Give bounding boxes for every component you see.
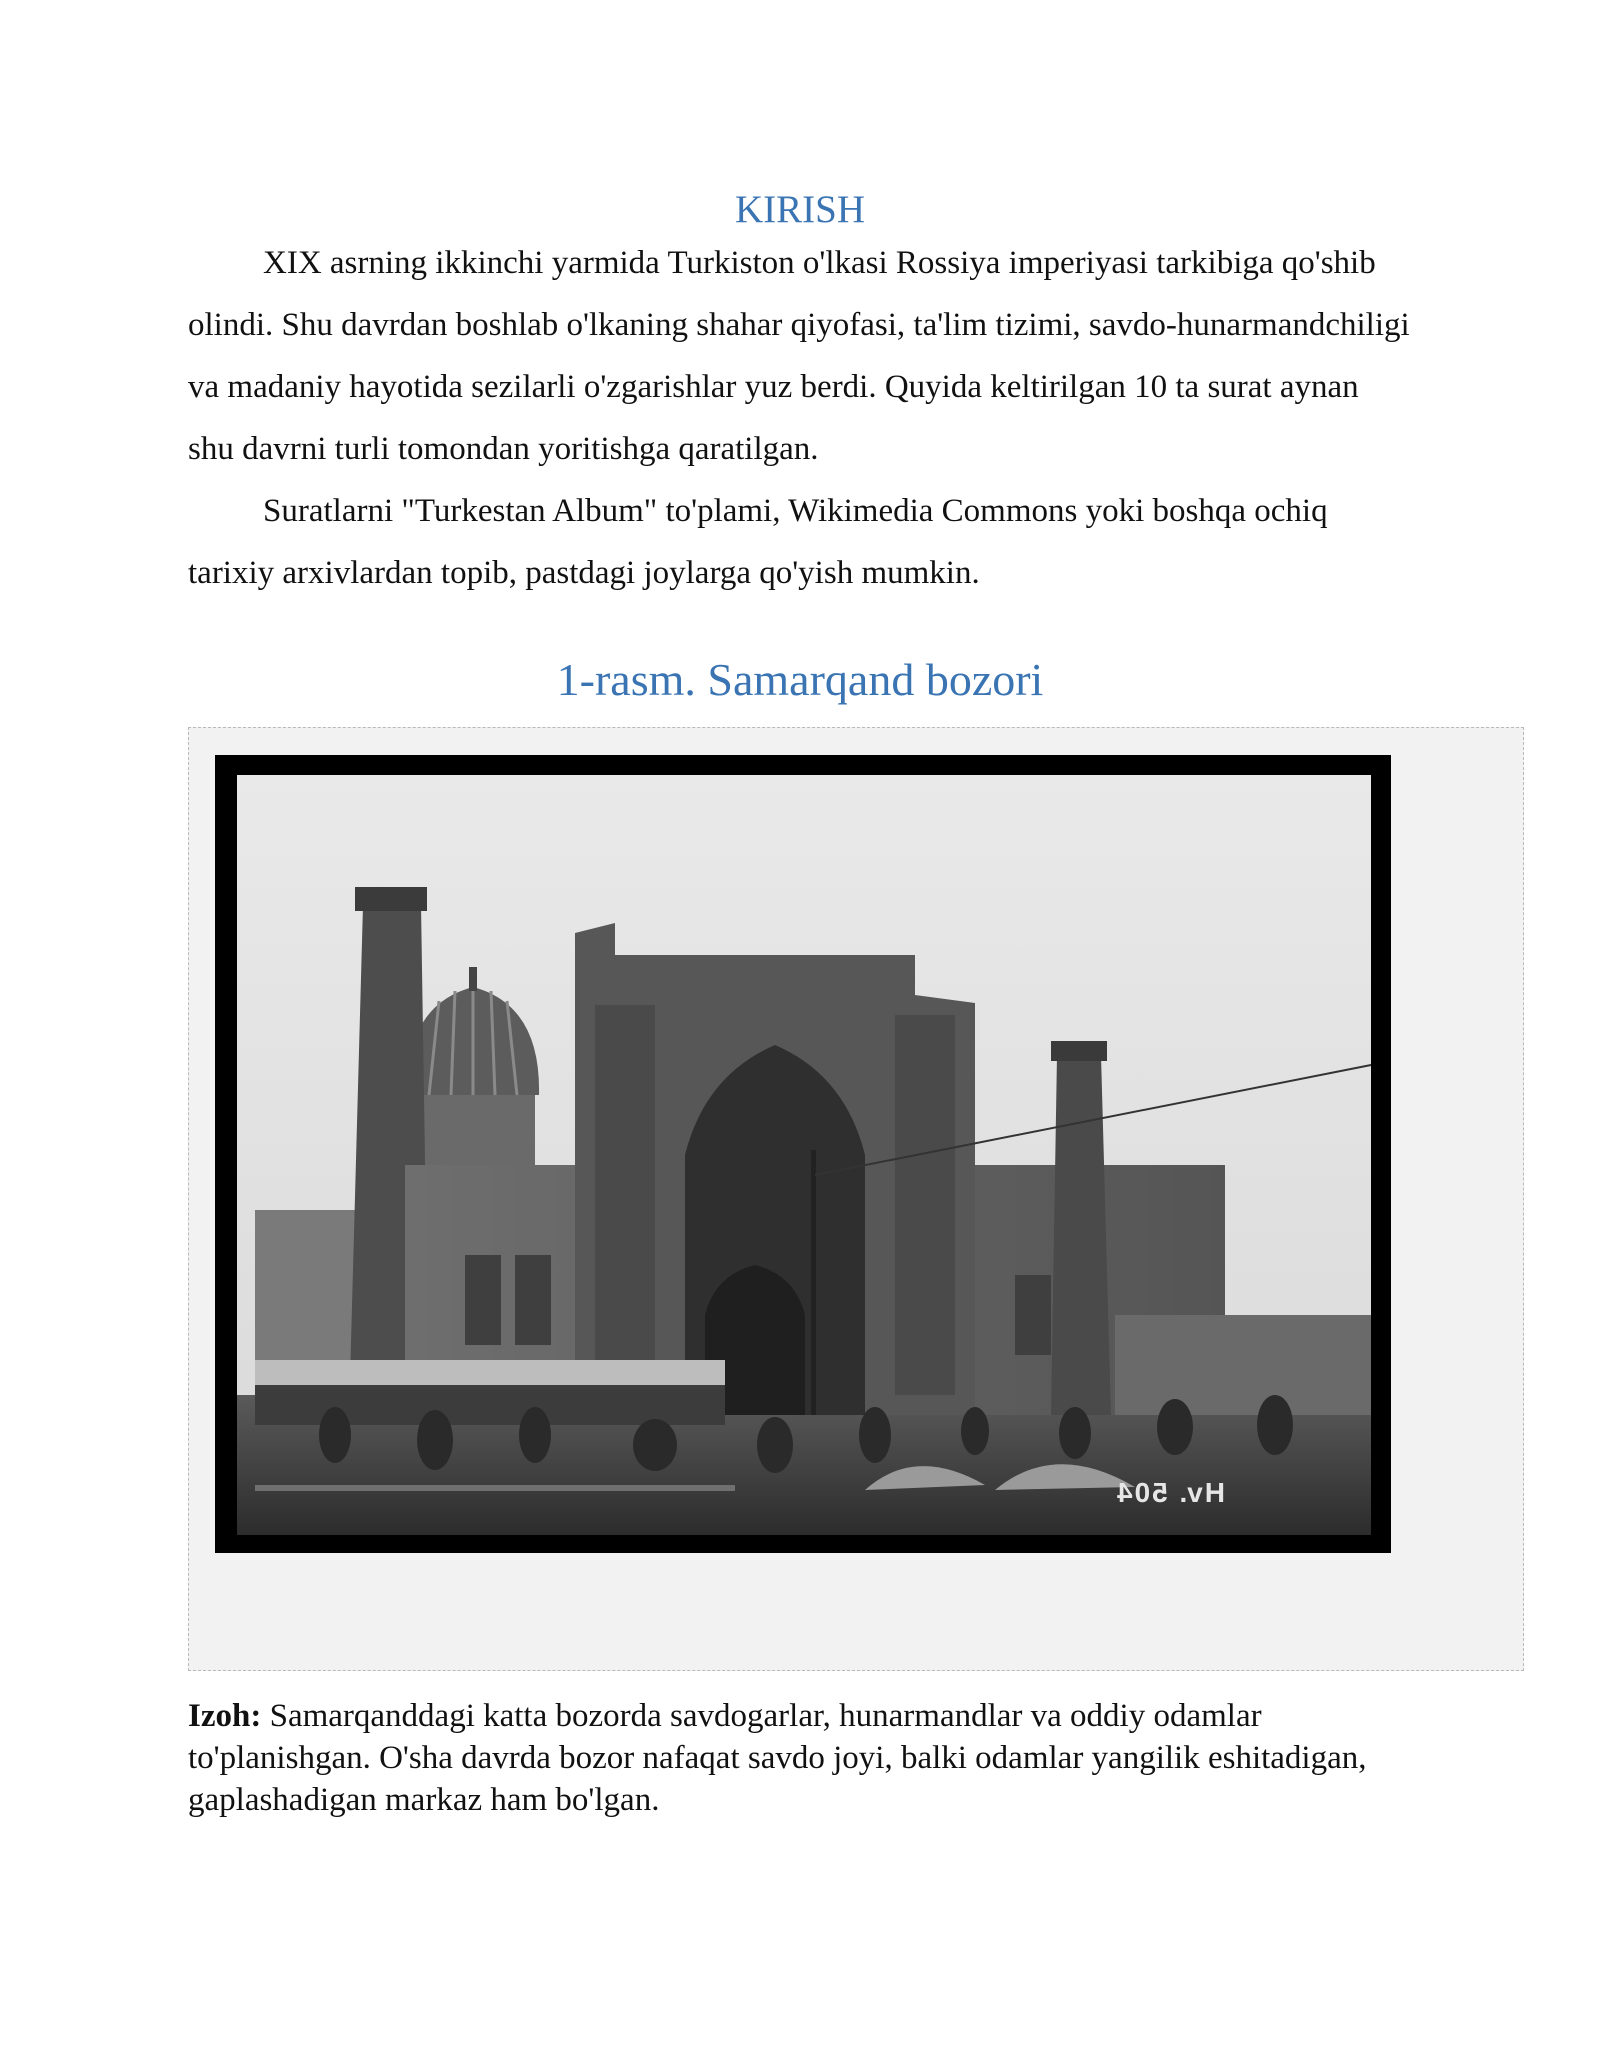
plate-mark-text: Hv. 504	[1115, 1477, 1225, 1508]
intro-paragraph-2: Suratlarni "Turkestan Album" to'plami, Wikimedia Commons yoki boshqa ochiq tarixiy arxivlardan topib, pastdagi joylarga qo'yish mumkin.	[188, 493, 1328, 591]
madrasa-photo-illustration	[215, 755, 1391, 1553]
plate-mark	[1115, 1477, 1225, 1509]
figure-title: 1-rasm. Samarqand bozori	[556, 654, 1044, 705]
intro-paragraph-1: XIX asrning ikkinchi yarmida Turkiston o'lkasi Rossiya imperiyasi tarkibiga qo'shib olindi. Shu davrdan boshlab o'lkaning shahar qiyofasi, ta'lim tizimi, savdo-hunarmandchiligi va madaniy hayotida sezilarli o'zgarishlar yuz berdi. Quyida keltirilgan 10 ta surat aynan shu davrni turli tomondan yoritishga qaratilgan.	[188, 245, 1410, 467]
intro-text	[188, 232, 1412, 604]
historical-photo	[215, 755, 1391, 1553]
section-heading: KIRISH	[734, 188, 865, 231]
caption-text: Samarqanddagi katta bozorda savdogarlar, hunarmandlar va oddiy odamlar to'planishgan. O'sha davrda bozor nafaqat savdo joyi, balki odamlar yangilik eshitadigan, gaplashadigan markaz ham bo'lgan.	[188, 1698, 1367, 1818]
caption-label: Izoh:	[188, 1698, 262, 1734]
figure-caption	[188, 1695, 1412, 1821]
figure-placeholder-box	[188, 727, 1524, 1671]
